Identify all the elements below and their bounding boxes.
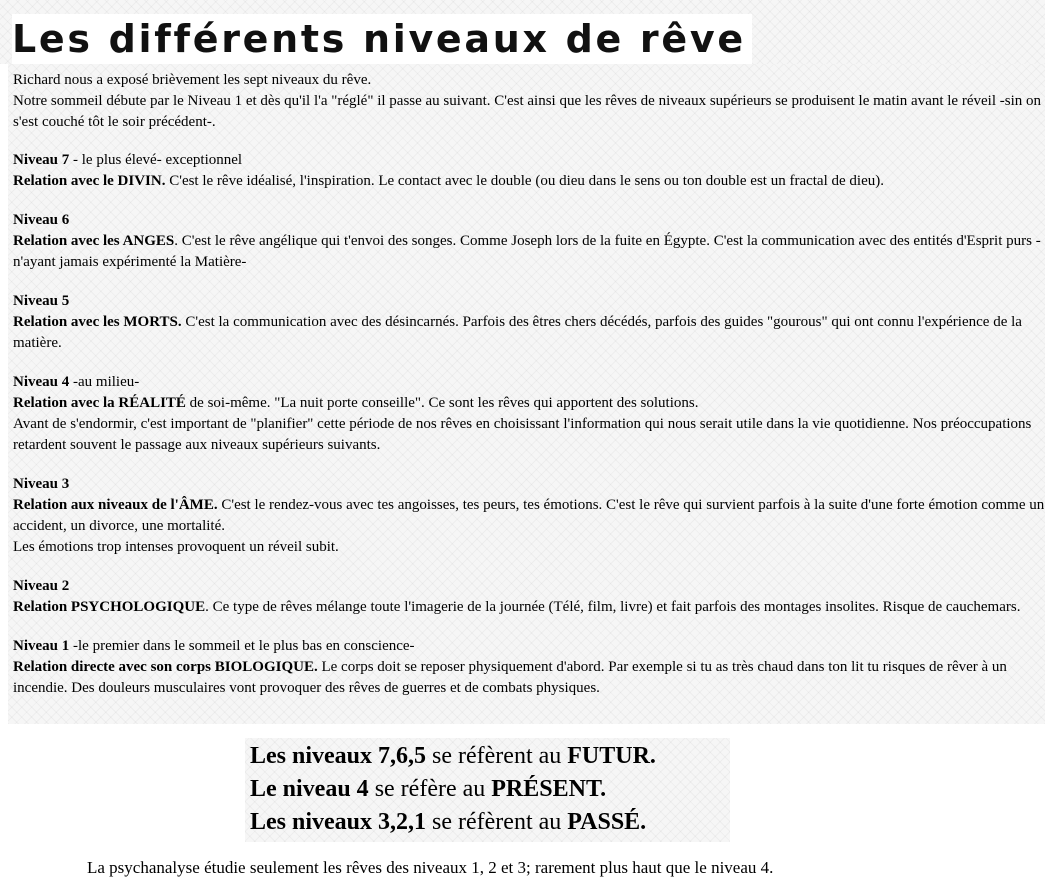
level-relation: Relation PSYCHOLOGIQUE bbox=[13, 599, 206, 615]
level-7-section bbox=[13, 150, 1045, 192]
level-heading: Niveau 3 bbox=[13, 476, 70, 492]
level-description: de soi-même. "La nuit porte conseille". Ce sont les rêves qui apportent des solutions. bbox=[185, 395, 699, 411]
level-3-section bbox=[13, 474, 1045, 558]
level-extra-note: Les émotions trop intenses provoquent un réveil subit. bbox=[13, 539, 339, 555]
level-relation: Relation avec le DIVIN. bbox=[13, 173, 166, 189]
level-heading: Niveau 7 bbox=[13, 152, 70, 168]
title-bar bbox=[0, 0, 1045, 64]
level-heading: Niveau 4 bbox=[13, 374, 70, 390]
article-body bbox=[8, 64, 1045, 724]
summary-line-future bbox=[250, 740, 730, 773]
intro-line-1: Richard nous a exposé brièvement les sept niveaux du rêve. bbox=[13, 72, 372, 88]
level-relation: Relation avec les ANGES bbox=[13, 233, 175, 249]
level-heading-note: -le premier dans le sommeil et le plus bas en conscience- bbox=[69, 638, 415, 654]
level-2-section bbox=[13, 576, 1045, 618]
footer-note: La psychanalyse étudie seulement les rêves des niveaux 1, 2 et 3; rarement plus haut que le niveau 4. bbox=[87, 858, 774, 877]
level-relation: Relation avec les MORTS. bbox=[13, 314, 182, 330]
level-4-section bbox=[13, 372, 1045, 456]
summary-line-past bbox=[250, 806, 730, 839]
level-6-section bbox=[13, 210, 1045, 273]
level-heading: Niveau 2 bbox=[13, 578, 70, 594]
page-title: Les différents niveaux de rêve bbox=[12, 14, 752, 64]
intro-paragraph bbox=[13, 70, 1045, 133]
summary-connector: se réfère au bbox=[368, 776, 492, 802]
level-heading: Niveau 1 bbox=[13, 638, 70, 654]
summary-levels: Le niveau 4 bbox=[250, 776, 369, 802]
intro-line-2: Notre sommeil débute par le Niveau 1 et dès qu'il l'a "réglé" il passe au suivant. C'est ainsi que les rêves de niveaux supérieurs se produisent le matin avant le réveil -sin on s'est couché tôt le soir précédent-. bbox=[13, 93, 1041, 130]
level-extra-note: Avant de s'endormir, c'est important de "planifier" cette période de nos rêves en choisissant l'information qui nous serait utile dans la vie quotidienne. Nos préoccupations retardent souvent le passage aux niveaux supérieurs suivants. bbox=[13, 416, 1032, 453]
level-heading-note: -au milieu- bbox=[69, 374, 140, 390]
level-description: Le corps doit se reposer physiquement d'abord. Par exemple si tu as très chaud dans ton lit tu risques de rêver à un incendie. Des douleurs musculaires vont provoquer des rêves de guerres et de combats physiques. bbox=[13, 659, 1007, 696]
level-description: C'est le rêve idéalisé, l'inspiration. Le contact avec le double (ou dieu dans le sens ou ton double est un fractal de dieu). bbox=[165, 173, 884, 189]
level-heading: Niveau 6 bbox=[13, 212, 70, 228]
summary-levels: Les niveaux 3,2,1 bbox=[250, 809, 427, 835]
level-description: . Ce type de rêves mélange toute l'imagerie de la journée (Télé, film, livre) et fait parfois des montages insolites. Risque de cauchemars. bbox=[205, 599, 1021, 615]
level-relation: Relation avec la RÉALITÉ bbox=[13, 395, 186, 411]
level-description: . C'est le rêve angélique qui t'envoi des songes. Comme Joseph lors de la fuite en Égypte. C'est la communication avec des entités d'Esprit purs -n'ayant jamais expérimenté la Matière- bbox=[13, 233, 1041, 270]
summary-levels: Les niveaux 7,6,5 bbox=[250, 743, 427, 769]
level-description: C'est le rendez-vous avec tes angoisses, tes peurs, tes émotions. C'est le rêve qui survient parfois à la suite d'une forte émotion comme un accident, un divorce, une mortalité. bbox=[13, 497, 1045, 534]
level-heading-note: - le plus élevé- exceptionnel bbox=[69, 152, 243, 168]
level-1-section bbox=[13, 636, 1045, 699]
level-relation: Relation aux niveaux de l'ÂME. bbox=[13, 497, 218, 513]
summary-connector: se réfèrent au bbox=[426, 809, 568, 835]
summary-connector: se réfèrent au bbox=[426, 743, 568, 769]
summary-box bbox=[245, 738, 730, 842]
summary-line-present bbox=[250, 773, 730, 806]
summary-time: PASSÉ. bbox=[567, 809, 647, 835]
level-heading: Niveau 5 bbox=[13, 293, 70, 309]
level-5-section bbox=[13, 291, 1045, 354]
level-description: C'est la communication avec des désincarnés. Parfois des êtres chers décédés, parfois des guides "gourous" qui ont connu l'expérience de la matière. bbox=[13, 314, 1022, 351]
summary-time: FUTUR. bbox=[567, 743, 656, 769]
level-relation: Relation directe avec son corps BIOLOGIQUE. bbox=[13, 659, 318, 675]
summary-time: PRÉSENT. bbox=[491, 776, 607, 802]
